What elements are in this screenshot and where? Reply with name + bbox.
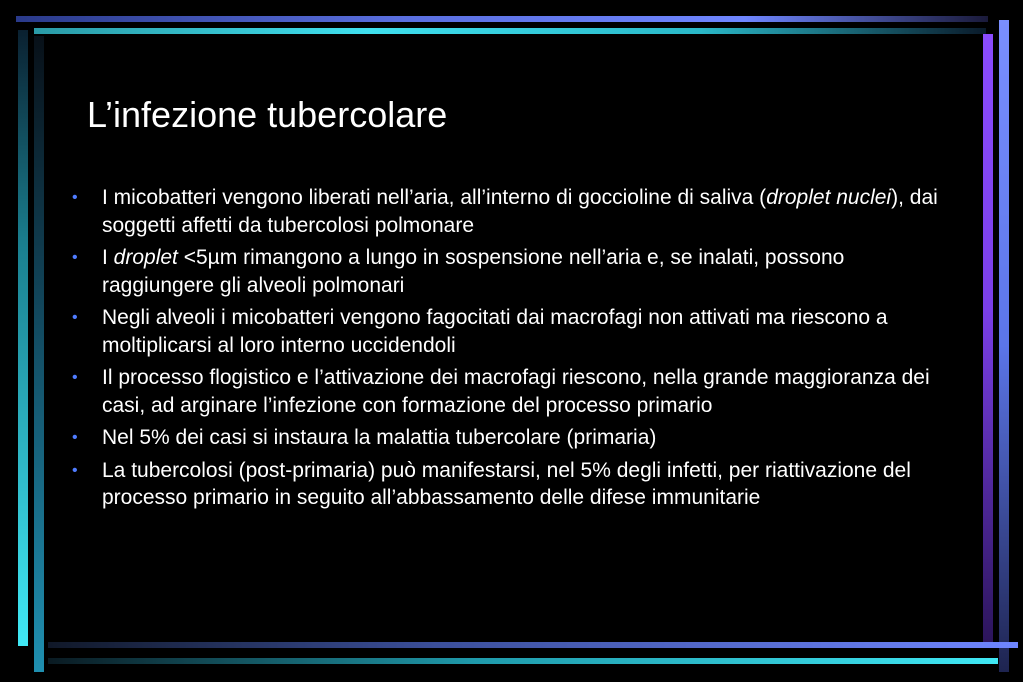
bullet-dot-icon: • xyxy=(72,429,78,446)
frame-bar-right-blue xyxy=(999,20,1009,672)
bullet-text-part: Nel 5% dei casi si instaura la malattia tubercolare (primaria) xyxy=(102,426,657,449)
bullet-text-part: ), dai soggetti affetti da tubercolosi polmonare xyxy=(102,186,938,237)
bullet-text-part: La tubercolosi (post-primaria) può manifestarsi, nel 5% degli infetti, per riattivazione del processo primario in seguito all’abbassamento delle difese immunitarie xyxy=(102,458,911,509)
bullet-text-part: I xyxy=(102,246,114,269)
bullet-text-part: I micobatteri vengono liberati nell’aria, all’interno di goccioline di saliva ( xyxy=(102,186,767,209)
frame-bar-bottom-cyan xyxy=(48,658,998,664)
bullet-dot-icon: • xyxy=(72,189,78,206)
frame-bar-top-blue xyxy=(16,16,988,22)
bullet-item xyxy=(72,424,952,452)
bullet-text-italic: droplet nuclei xyxy=(766,186,892,209)
bullet-item xyxy=(72,364,952,419)
bullet-dot-icon: • xyxy=(72,461,78,479)
bullet-text-part: Negli alveoli i micobatteri vengono fagocitati dai macrofagi non attivati ma riescono a moltiplicarsi al loro interno uccidendoli xyxy=(102,306,888,357)
bullet-text xyxy=(102,186,938,237)
frame-bar-right-purple xyxy=(983,34,993,646)
bullet-text xyxy=(102,366,930,417)
bullet-text-part: <5µm rimangono a lungo in sospensione nell’aria e, se inalati, possono raggiungere gli alveoli polmonari xyxy=(102,246,845,297)
bullet-text xyxy=(102,306,888,357)
slide-title: L’infezione tubercolare xyxy=(87,94,448,135)
bullet-list xyxy=(72,184,952,517)
bullet-text xyxy=(102,426,656,449)
bullet-dot-icon: • xyxy=(72,369,78,386)
bullet-dot-icon: • xyxy=(72,309,78,326)
frame-bar-left-cyan xyxy=(18,30,28,646)
frame-bar-top-cyan xyxy=(34,28,986,34)
frame-bar-left-teal xyxy=(34,36,44,672)
bullet-text-italic: droplet xyxy=(113,246,178,269)
bullet-text xyxy=(102,459,911,510)
bullet-dot-icon: • xyxy=(72,249,78,266)
bullet-item xyxy=(72,457,952,512)
bullet-text xyxy=(102,246,844,297)
bullet-item xyxy=(72,304,952,359)
frame-bar-bottom-blue xyxy=(48,642,1018,648)
bullet-text-part: Il processo flogistico e l’attivazione dei macrofagi riescono, nella grande maggioranza dei casi, ad arginare l’infezione con formazione del processo primario xyxy=(102,366,930,417)
bullet-item xyxy=(72,184,952,239)
bullet-item xyxy=(72,244,952,299)
